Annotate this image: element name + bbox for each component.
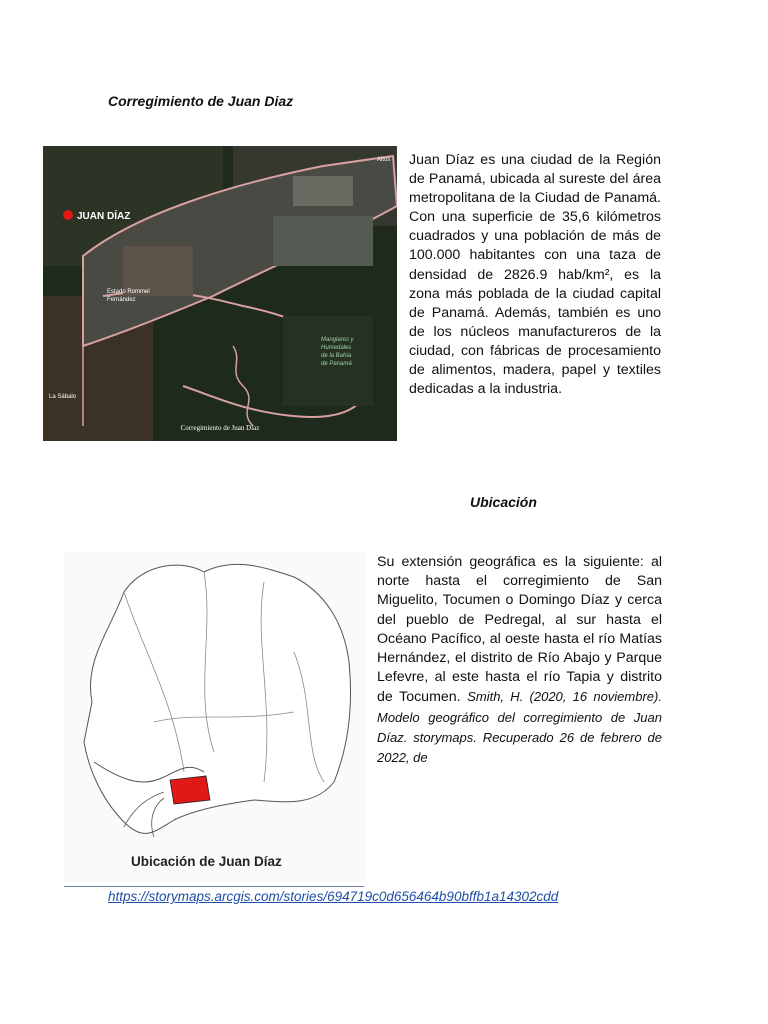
section-title-corregimiento: Corregimiento de Juan Diaz bbox=[108, 93, 294, 109]
aerial-small-label-3: La Sábalo bbox=[49, 394, 77, 400]
section-title-ubicacion: Ubicación bbox=[470, 494, 537, 510]
location-map-caption: Ubicación de Juan Díaz bbox=[131, 854, 282, 869]
aerial-small-label-2: Fernández bbox=[107, 297, 136, 303]
location-map-image bbox=[64, 552, 366, 882]
citation-text: Smith, H. (2020, 16 noviembre). Modelo geográfico del corregimiento de Juan Díaz. storymaps. Recuperado 26 de febrero de 2022, de bbox=[377, 689, 662, 766]
description-paragraph: Juan Díaz es una ciudad de la Región de Panamá, ubicada al sureste del área metropolitana de la Ciudad de Panamá. Con una superficie de 35,6 kilómetros cuadrados y una población de más de 100.000 habitantes con una taza de densidad de 2826.9 hab/km², es la zona más poblada de la ciudad capital de Panamá. Además, también es uno de los núcleos manufactureros de la ciudad, con fábricas de procesamiento de alimentos, madera, papel y textiles dedicadas a la industria. bbox=[409, 152, 661, 398]
source-link[interactable]: https://storymaps.arcgis.com/stories/694719c0d656464b90bffb1a14302cdd bbox=[108, 889, 559, 904]
juan-diaz-highlight bbox=[170, 776, 210, 804]
divider bbox=[64, 886, 364, 887]
aerial-caption: Corregimiento de Juan Díaz bbox=[180, 424, 260, 432]
mangrove-label-3: de la Bahía bbox=[321, 353, 352, 359]
aerial-small-label-1: Estado Rommel bbox=[107, 289, 150, 295]
mangrove-label-4: de Panamá bbox=[321, 361, 352, 367]
aerial-map-image bbox=[43, 146, 397, 441]
extension-paragraph bbox=[377, 553, 662, 768]
mangrove-label-2: Humedales bbox=[321, 345, 352, 351]
mangrove-label-1: Manglares y bbox=[321, 337, 354, 343]
aerial-small-label-4: Altos bbox=[377, 157, 391, 163]
extension-text: Su extensión geográfica es la siguiente: al norte hasta el corregimiento de San Miguelito, Tocumen o Domingo Díaz y cerca del pueblo de Pedregal, al sur hasta el Océano Pacífico, al oeste hasta el río Matías Hernández, el distrito de Río Abajo y Parque Lefevre, al este hasta el río Tapia y distrito de Tocumen. bbox=[377, 554, 662, 706]
location-marker-icon bbox=[63, 210, 73, 220]
aerial-map-label: JUAN DÍAZ bbox=[77, 211, 131, 222]
